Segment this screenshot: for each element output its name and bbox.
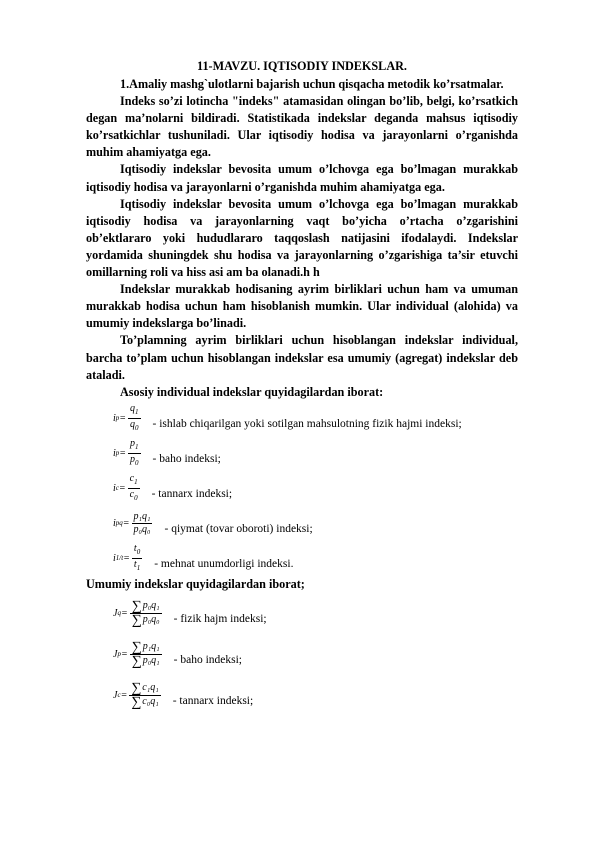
- formula-description: - fizik hajm indeksi;: [173, 613, 267, 626]
- formula-symbol: J c =: [113, 689, 128, 701]
- formula-description: - baho indeksi;: [152, 453, 221, 466]
- formula-fraction: $\frac{c_1}{c_0}$: [129, 472, 138, 502]
- paragraph-4: Iqtisodiy indekslar bevosita umum o’lchovga ega bo’lmagan murakkab iqtisodiy hodisa va jarayonlarning vaqt bo’yicha o’rtacha o’zgarishini ob’ektlararo yoki hududlararo taqqoslash natijasini ifodalaydi. Indekslar yordamida shuningdek shu hodisa va jarayonlarning o’zgarishiga ta’sir etuvchi omillarning roli va hiss asi am ba olanadi.h h: [86, 196, 518, 280]
- formula-symbol: i c =: [113, 482, 126, 494]
- formula-symbol: i 1/t =: [113, 552, 130, 564]
- general-heading: Umumiy indekslar quyidagilardan iborat;: [86, 576, 305, 591]
- formula-physical-volume: [86, 401, 518, 436]
- formula-description: - mehnat unumdorligi indeksi.: [154, 558, 294, 571]
- individual-heading: Asosiy individual indekslar quyidagilardan iborat:: [120, 384, 384, 399]
- formula-description: - qiymat (tovar oboroti) indeksi;: [164, 523, 313, 536]
- sum-symbol: ∑: [131, 598, 142, 614]
- formula-symbol: i p =: [113, 447, 127, 459]
- formula-symbol: J q =: [113, 607, 128, 619]
- formula-symbol: J p =: [113, 648, 128, 660]
- formula-description: - baho indeksi;: [173, 654, 242, 667]
- formula-description: - tannarx indeksi;: [172, 695, 254, 708]
- sum-symbol: ∑: [131, 612, 142, 628]
- formula-general-volume: [86, 593, 518, 634]
- formula-description: - ishlab chiqarilgan yoki sotilgan mahsulotning fizik hajmi indeksi;: [152, 418, 462, 431]
- formula-fraction: $\frac{\text{p₁q₁}}{\text{p₀q₀}}$: [133, 510, 151, 535]
- paragraph-1: 1.Amaliy mashg`ulotlarni bajarish uchun qisqacha metodik ko’rsatmalar.: [120, 77, 504, 91]
- formula-labor-productivity: [86, 541, 518, 576]
- formula-description: - tannarx indeksi;: [151, 488, 233, 501]
- sum-symbol: ∑: [131, 653, 142, 669]
- sum-symbol: ∑: [131, 680, 142, 696]
- formula-fraction: $\frac{\text{∑c₁q₁}}{\text{∑c₀q₁}}$: [131, 680, 159, 710]
- sum-symbol: ∑: [131, 694, 142, 710]
- formula-general-cost: [86, 675, 518, 716]
- page-title: 11-MAVZU. IQTISODIY INDEKSLAR.: [197, 59, 407, 73]
- formula-general-price: [86, 634, 518, 675]
- paragraph-5: Indekslar murakkab hodisaning ayrim birliklari uchun ham va umuman murakkab hodisa uchun ham hisoblanish mumkin. Ular individual (alohida) va umumiy indekslarga bo’linadi.: [86, 282, 518, 331]
- sum-symbol: ∑: [131, 639, 142, 655]
- formula-fraction: $\frac{t_0}{t_1}$: [133, 542, 141, 572]
- formula-fraction: $\frac{\text{∑p₀q₁}}{\text{∑p₀q₀}}$: [131, 598, 160, 628]
- document-page: [86, 58, 518, 716]
- formula-symbol: i pq =: [113, 517, 130, 529]
- formula-value: [86, 506, 518, 541]
- formula-price: [86, 436, 518, 471]
- paragraph-6: To’plamning ayrim birliklari uchun hisoblangan indekslar individual, barcha to’plam uchun hisoblangan indekslar esa umumiy (agregat) indekslar deb ataladi.: [86, 333, 518, 382]
- formula-fraction: $\frac{\text{∑p₁q₁}}{\text{∑p₀q₁}}$: [131, 639, 160, 669]
- paragraph-2: Indeks so’zi lotincha "indeks" atamasidan olingan bo’lib, belgi, ko’rsatkich degan ma’nolarni bildiradi. Statistikada indekslar deganda mahsus iqtisodiy ko’rsatkichlar tushuniladi. Ular iqtisodiy hodisa va jarayonlarni o’rganishda muhim ahamiyatga ega.: [86, 94, 518, 160]
- formula-cost: [86, 471, 518, 506]
- formula-symbol: i p =: [113, 412, 127, 424]
- formula-fraction: $\frac{q_1}{q_0}$: [130, 402, 139, 432]
- formula-fraction: $\frac{p_1}{p_0}$: [130, 437, 139, 467]
- paragraph-3: Iqtisodiy indekslar bevosita umum o’lchovga ega bo’lmagan murakkab iqtisodiy hodisa va jarayonlarni o’rganishda muhim ahamiyatga ega.: [86, 162, 518, 194]
